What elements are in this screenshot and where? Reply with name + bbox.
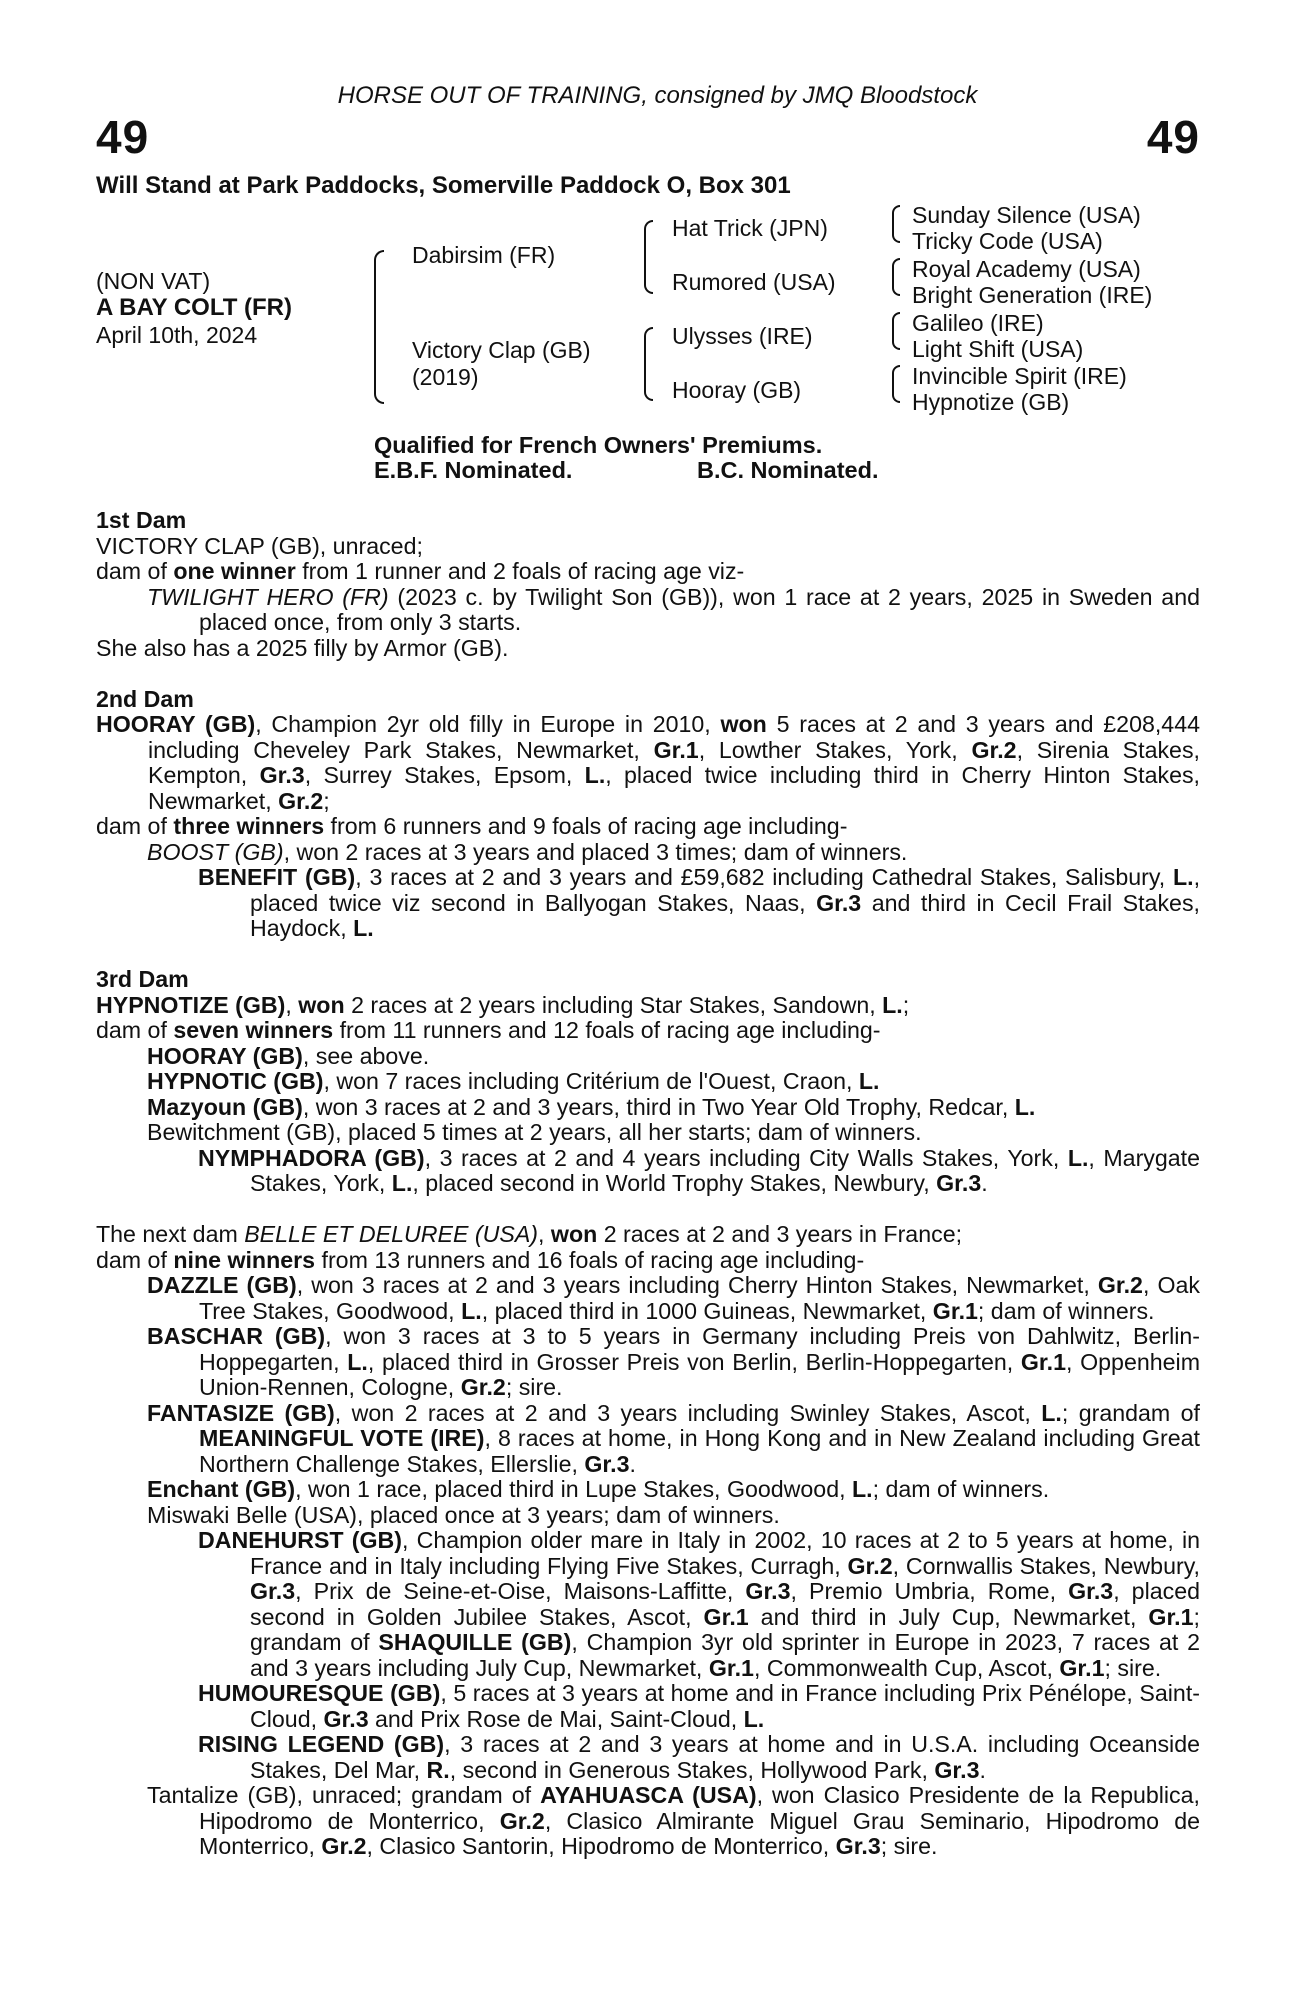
pedigree-brace-ss (892, 205, 900, 243)
next-dam-record: The next dam BELLE ET DELUREE (USA), won 2 races at 2 and 3 years in France; (96, 1221, 963, 1247)
third-dam-produce-bewitchment: Bewitchment (GB), placed 5 times at 2 years, all her starts; dam of winners. (147, 1119, 922, 1145)
stand-location: Will Stand at Park Paddocks, Somerville Paddock O, Box 301 (96, 172, 791, 199)
third-dam-produce-mazyoun: Mazyoun (GB), won 3 races at 2 and 3 years, third in Two Year Old Trophy, Redcar, L. (147, 1093, 1036, 1120)
third-dam-produce-hypnotic: HYPNOTIC (GB), won 7 races including Critérium de l'Ouest, Craon, L. (147, 1068, 880, 1094)
foaling-date: April 10th, 2024 (96, 322, 258, 348)
next-dam-produce-fantasize: FANTASIZE (GB), won 2 races at 2 and 3 years including Swinley Stakes, Ascot, L.; grandam of MEANINGFUL VOTE (IRE), 8 races at home, in Hong Kong and in New Zealand including Great Northern Challenge Stakes, Ellerslie, Gr.3. (147, 1399, 1201, 1477)
pedigree-brace-dam (644, 327, 653, 401)
second-dam-record: HOORAY (GB), Champion 2yr old filly in Europe in 2010, won 5 races at 2 and 3 years and £208,444 including Cheveley Park Stakes, Newmarket, Gr.1, Lowther Stakes, York, Gr.2, Sirenia Stakes, Kempton, Gr.3, Surrey Stakes, Epsom, L., placed twice including third in Cherry Hinton Stakes, Newmarket, Gr.2; (96, 711, 1201, 814)
consignor-header: HORSE OUT OF TRAINING, consigned by JMQ Bloodstock (337, 82, 978, 109)
pedigree-ss-sire: Sunday Silence (USA) (912, 202, 1141, 228)
pedigree-dd-dam: Hypnotize (GB) (912, 389, 1070, 415)
next-dam-produce-summary: dam of nine winners from 13 runners and 16 foals of racing age including- (96, 1246, 865, 1273)
lot-number-right: 49 (1146, 111, 1200, 163)
pedigree-brace-sd (892, 258, 900, 296)
pedigree-dam-sire: Ulysses (IRE) (672, 323, 813, 349)
third-dam-heading: 3rd Dam (96, 966, 189, 992)
pedigree-ds-sire: Galileo (IRE) (912, 310, 1044, 336)
pedigree-brace-ds (892, 312, 900, 350)
pedigree-ds-dam: Light Shift (USA) (912, 336, 1084, 362)
next-dam-produce-dazzle: DAZZLE (GB), won 3 races at 2 and 3 years including Cherry Hinton Stakes, Newmarket, Gr.2, Oak Tree Stakes, Goodwood, L., placed third in 1000 Guineas, Newmarket, Gr.1; dam of winners. (147, 1272, 1200, 1324)
next-dam-produce-danehurst: DANEHURST (GB), Champion older mare in Italy in 2002, 10 races at 2 to 5 years at home, in France and in Italy including Flying Five Stakes, Curragh, Gr.2, Cornwallis Stakes, Newbury, Gr.3, Prix de Seine-et-Oise, Maisons-Laffitte, Gr.3, Premio Umbria, Rome, Gr.3, placed second in Golden Jubilee Stakes, Ascot, Gr.1 and third in July Cup, Newmarket, Gr.1; grandam of SHAQUILLE (GB), Champion 3yr old sprinter in Europe in 2023, 7 races at 2 and 3 years including July Cup, Newmarket, Gr.1, Commonwealth Cup, Ascot, Gr.1; sire. (198, 1527, 1201, 1681)
third-dam-record: HYPNOTIZE (GB), won 2 races at 2 years including Star Stakes, Sandown, L.; (96, 991, 910, 1018)
pedigree-sd-sire: Royal Academy (USA) (912, 256, 1141, 282)
pedigree-dd-sire: Invincible Spirit (IRE) (912, 363, 1127, 389)
first-dam-produce-twilight-hero: TWILIGHT HERO (FR) (2023 c. by Twilight Son (GB)), won 1 race at 2 years, 2025 in Sweden and placed once, from only 3 starts. (147, 583, 1200, 635)
next-dam-produce-tantalize: Tantalize (GB), unraced; grandam of AYAHUASCA (USA), won Clasico Presidente de la Republica, Hipodromo de Monterrico, Gr.2, Clasico Almirante Miguel Grau Seminario, Hipodromo de Monterrico, Gr.2, Clasico Santorin, Hipodromo de Monterrico, Gr.3; sire. (147, 1782, 1200, 1859)
pedigree-sire: Dabirsim (FR) (412, 242, 556, 268)
ebf-nominated: E.B.F. Nominated. (374, 457, 573, 483)
second-dam-produce-benefit: BENEFIT (GB), 3 races at 2 and 3 years and £59,682 including Cathedral Stakes, Salisbury, L., placed twice viz second in Ballyogan Stakes, Naas, Gr.3 and third in Cecil Frail Stakes, Haydock, L. (198, 864, 1201, 941)
pedigree-ss-dam: Tricky Code (USA) (912, 228, 1103, 254)
french-premiums: Qualified for French Owners' Premiums. (374, 432, 823, 458)
next-dam-produce-miswaki-belle: Miswaki Belle (USA), placed once at 3 years; dam of winners. (147, 1501, 780, 1528)
next-dam-produce-baschar: BASCHAR (GB), won 3 races at 3 to 5 years in Germany including Preis von Dahlwitz, Berlin-Hoppegarten, L., placed third in Grosser Preis von Berlin, Berlin-Hoppegarten, Gr.1, Oppenheim Union-Rennen, Cologne, Gr.2; sire. (147, 1323, 1201, 1400)
second-dam-produce-summary: dam of three winners from 6 runners and 9 foals of racing age including- (96, 813, 848, 839)
pedigree-sire-dam: Rumored (USA) (672, 269, 836, 295)
pedigree-brace-main (374, 250, 384, 404)
first-dam-heading: 1st Dam (96, 507, 187, 533)
dam-line-body (96, 508, 1200, 1860)
third-dam-produce-hooray: HOORAY (GB), see above. (147, 1042, 430, 1069)
bc-nominated: B.C. Nominated. (697, 457, 879, 483)
first-dam-name: VICTORY CLAP (GB), unraced; (96, 532, 423, 559)
pedigree-sire-sire: Hat Trick (JPN) (672, 215, 828, 241)
second-dam-produce-boost: BOOST (GB), won 2 races at 3 years and placed 3 times; dam of winners. (147, 838, 908, 865)
third-dam-produce-summary: dam of seven winners from 11 runners and 12 foals of racing age including- (96, 1017, 881, 1043)
horse-name: A BAY COLT (FR) (96, 294, 292, 321)
pedigree-brace-sire (644, 220, 653, 294)
next-dam-produce-humouresque: HUMOURESQUE (GB), 5 races at 3 years at home and in France including Prix Pénélope, Saint-Cloud, Gr.3 and Prix Rose de Mai, Saint-Cloud, L. (198, 1680, 1200, 1732)
pedigree-sd-dam: Bright Generation (IRE) (912, 282, 1153, 308)
next-dam-produce-rising-legend: RISING LEGEND (GB), 3 races at 2 and 3 years at home and in U.S.A. including Oceanside Stakes, Del Mar, R., second in Generous Stakes, Hollywood Park, Gr.3. (198, 1731, 1200, 1783)
pedigree-dam-year: (2019) (412, 364, 479, 390)
first-dam-record: dam of one winner from 1 runner and 2 foals of racing age viz- (96, 558, 745, 584)
pedigree-dam-dam: Hooray (GB) (672, 377, 802, 403)
vat-status: (NON VAT) (96, 268, 211, 294)
pedigree-dam: Victory Clap (GB) (412, 337, 591, 363)
first-dam-filly: She also has a 2025 filly by Armor (GB). (96, 634, 509, 661)
lot-number-left: 49 (96, 111, 150, 163)
third-dam-produce-nymphadora: NYMPHADORA (GB), 3 races at 2 and 4 years including City Walls Stakes, York, L., Marygate Stakes, York, L., placed second in World Trophy Stakes, Newbury, Gr.3. (198, 1144, 1201, 1196)
pedigree-brace-dd (892, 365, 900, 403)
next-dam-produce-enchant: Enchant (GB), won 1 race, placed third in Lupe Stakes, Goodwood, L.; dam of winners. (147, 1476, 1050, 1502)
second-dam-heading: 2nd Dam (96, 685, 194, 712)
